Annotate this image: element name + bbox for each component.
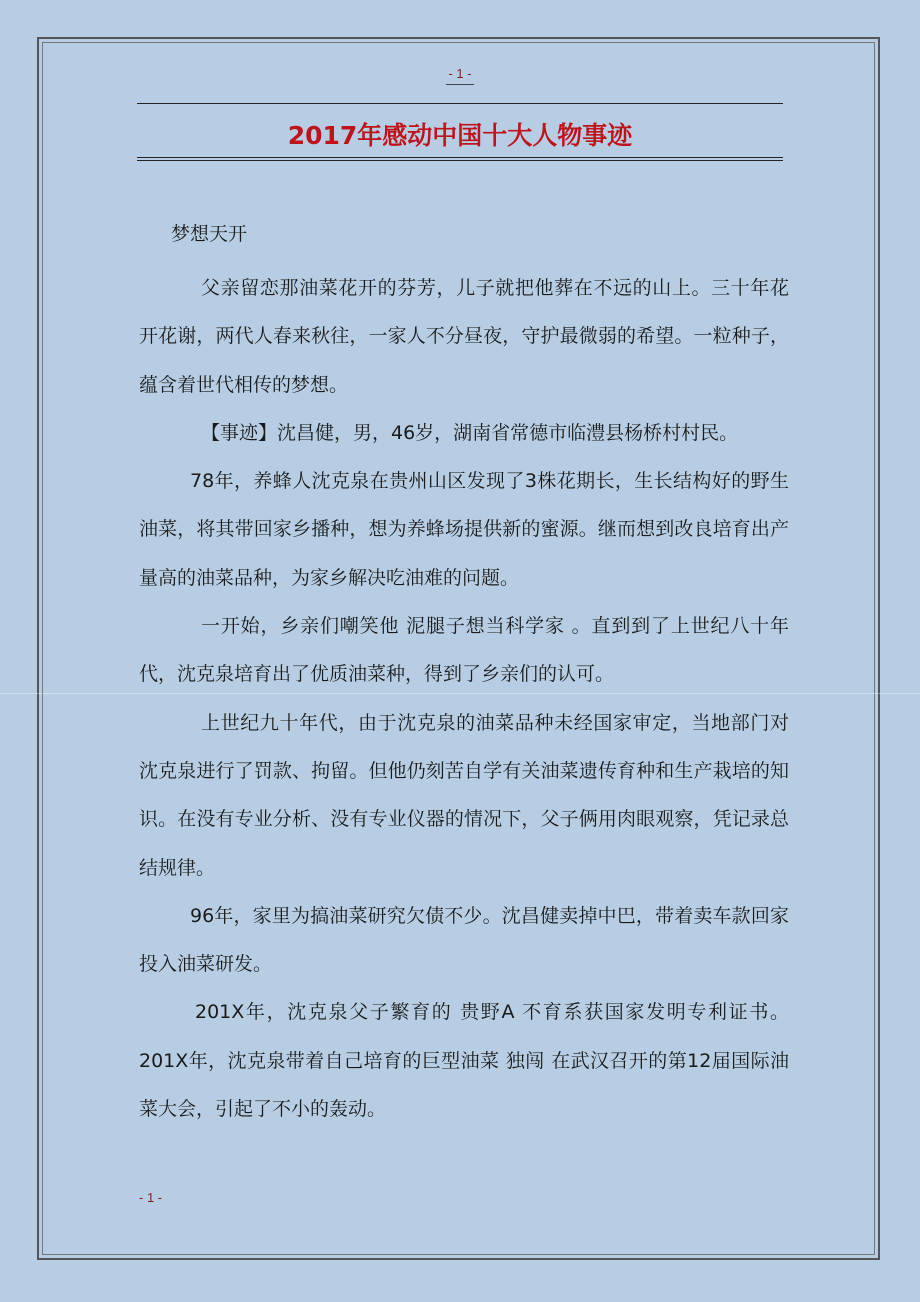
paragraph: 父亲留恋那油菜花开的芬芳，儿子就把他葬在不远的山上。三十年花开花谢，两代人春来秋往，一家人不分昼夜，守护最微弱的希望。一粒种子，蕴含着世代相传的梦想。: [139, 277, 789, 396]
header-page-number: [0, 66, 920, 85]
document-title: 2017年感动中国十大人物事迹: [287, 121, 633, 150]
body-text: [139, 264, 789, 1133]
paragraph: 96年，家里为搞油菜研究欠债不少。沈昌健卖掉中巴，带着卖车款回家投入油菜研发。: [139, 904, 789, 976]
paragraph: 【事迹】沈昌健，男，46岁，湖南省常德市临澧县杨桥村村民。: [201, 421, 739, 444]
title-rule-top: [137, 103, 783, 104]
paragraph: 一开始，乡亲们嘲笑他 泥腿子想当科学家 。直到到了上世纪八十年代，沈克泉培育出了优质油菜种，得到了乡亲们的认可。: [139, 615, 789, 686]
title-rule-bottom: [137, 157, 783, 161]
footer-page-number: - 1 -: [139, 1190, 163, 1205]
header-page-number-text: - 1 -: [446, 66, 473, 85]
section-heading: 梦想天开: [171, 223, 248, 245]
paragraph: 201X年，沈克泉父子繁育的 贵野A 不育系获国家发明专利证书。201X年，沈克泉带着自己培育的巨型油菜 独闯 在武汉召开的第12届国际油菜大会，引起了不小的轰动。: [139, 1001, 789, 1121]
paragraph: 78年，养蜂人沈克泉在贵州山区发现了3株花期长，生长结构好的野生油菜，将其带回家乡播种，想为养蜂场提供新的蜜源。继而想到改良培育出产量高的油菜品种，为家乡解决吃油难的问题。: [139, 470, 789, 589]
paragraph: 上世纪九十年代，由于沈克泉的油菜品种未经国家审定，当地部门对沈克泉进行了罚款、拘留。但他仍刻苦自学有关油菜遗传育种和生产栽培的知识。在没有专业分析、没有专业仪器的情况下，父子俩用肉眼观察，凭记录总结规律。: [139, 711, 789, 879]
